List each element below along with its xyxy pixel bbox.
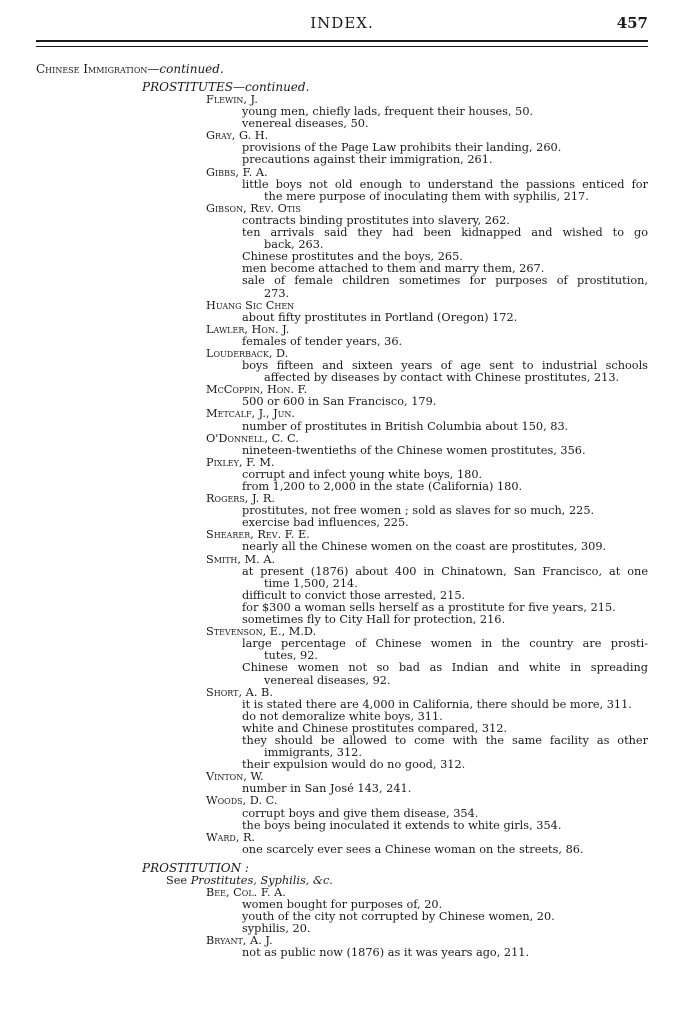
index-entry: men become attached to them and marry them, 267. xyxy=(242,263,545,276)
index-entry: at present (1876) about 400 in Chinatown, San Francisco, at one xyxy=(242,565,648,578)
index-entry: Chinese women not so bad as Indian and white in spreading xyxy=(242,662,648,675)
index-person-name: McCoppin, Hon. F. xyxy=(206,384,308,397)
index-person-name: Smith, M. A. xyxy=(206,553,276,566)
index-entry: it is stated there are 4,000 in California, there should be more, 311. xyxy=(242,698,632,711)
index-entry: corrupt boys and give them disease, 354. xyxy=(242,807,479,820)
index-entry: ten arrivals said they had been kidnapped and wished to go xyxy=(242,227,648,240)
index-entry-continuation: tutes, 92. xyxy=(264,650,318,663)
index-entry: for $300 a woman sells herself as a prostitute for five years, 215. xyxy=(242,601,616,614)
index-person-name: Louderback, D. xyxy=(206,347,289,360)
index-person-name: Lawler, Hon. J. xyxy=(206,323,290,336)
index-person-name: Rogers, J. R. xyxy=(206,493,275,506)
header-rule-thick xyxy=(36,40,648,42)
see-also-reference xyxy=(166,875,648,887)
index-entry: venereal diseases, 50. xyxy=(242,118,369,131)
index-entry: precautions against their immigration, 261. xyxy=(242,154,493,167)
running-title: INDEX. xyxy=(310,14,374,32)
index-person-name: Bee, Col. F. A. xyxy=(206,887,286,899)
index-person-name: Gibson, Rev. Otis xyxy=(206,202,301,215)
index-entry: youth of the city not corrupted by Chinese women, 20. xyxy=(242,911,555,924)
see-also-targets: Prostitutes, Syphilis, &c. xyxy=(190,874,333,887)
index-entry: white and Chinese prostitutes compared, 312. xyxy=(242,722,508,735)
subsection-name: PROSTITUTES xyxy=(142,81,234,94)
index-person-name: Short, A. B. xyxy=(206,686,273,699)
index-entry: women bought for purposes of, 20. xyxy=(242,899,443,912)
index-entry: sometimes fly to City Hall for protection, 216. xyxy=(242,614,506,627)
index-person-name: Flewin, J. xyxy=(206,94,258,106)
index-entry: number of prostitutes in British Columbia about 150, 83. xyxy=(242,420,569,433)
index-entry: they should be allowed to come with the same facility as other xyxy=(242,734,648,747)
index-person-name: Stevenson, E., M.D. xyxy=(206,626,317,639)
index-entry: their expulsion would do no good, 312. xyxy=(242,759,466,772)
prostitutes-entries xyxy=(36,94,648,856)
index-entry: females of tender years, 36. xyxy=(242,335,403,348)
index-entry-continuation: time 1,500, 214. xyxy=(264,577,358,590)
subsection-continued: —continued. xyxy=(233,81,310,94)
index-entry: Chinese prostitutes and the boys, 265. xyxy=(242,251,463,264)
page-number: 457 xyxy=(616,14,648,32)
index-entry-continuation: back, 263. xyxy=(264,239,324,252)
section-heading xyxy=(36,63,648,76)
page-header xyxy=(0,14,684,34)
index-person-name: Pixley, F. M. xyxy=(206,456,275,469)
index-entry: provisions of the Page Law prohibits their landing, 260. xyxy=(242,142,562,155)
index-entry: about fifty prostitutes in Portland (Oregon) 172. xyxy=(242,311,518,324)
index-person-name: Metcalf, J., Jun. xyxy=(206,408,295,421)
index-entry: nearly all the Chinese women on the coast are prostitutes, 309. xyxy=(242,541,607,554)
see-prefix: See xyxy=(166,874,191,887)
index-entry-continuation: affected by diseases by contact with Chinese prostitutes, 213. xyxy=(264,372,620,385)
index-person-name: Vinton, W. xyxy=(206,771,264,784)
index-entry: not as public now (1876) as it was years ago, 211. xyxy=(242,947,530,960)
index-body xyxy=(36,63,648,960)
index-entry: boys fifteen and sixteen years of age sent to industrial schools xyxy=(242,360,648,373)
index-person-name: Woods, D. C. xyxy=(206,795,278,808)
index-entry: one scarcely ever sees a Chinese woman on the streets, 86. xyxy=(242,843,584,856)
index-person-name: Ward, R. xyxy=(206,831,256,844)
index-entry: corrupt and infect young white boys, 180. xyxy=(242,468,483,481)
index-entry: syphilis, 20. xyxy=(242,923,311,936)
subsection-heading-prostitution: PROSTITUTION : xyxy=(142,861,249,875)
index-entry-continuation: venereal diseases, 92. xyxy=(264,674,391,687)
index-person-name: Gray, G. H. xyxy=(206,130,269,143)
header-rule-thin xyxy=(36,46,648,47)
index-entry: do not demoralize white boys, 311. xyxy=(242,710,443,723)
index-entry-continuation: 273. xyxy=(264,287,290,300)
index-entry: from 1,200 to 2,000 in the state (California) 180. xyxy=(242,481,523,493)
subsection-heading-prostitutes xyxy=(142,81,648,94)
index-entry: exercise bad influences, 225. xyxy=(242,517,409,530)
index-entry: contracts binding prostitutes into slavery, 262. xyxy=(242,214,510,227)
index-entry: young men, chiefly lads, frequent their houses, 50. xyxy=(242,106,534,119)
prostitution-entries xyxy=(36,887,648,960)
index-person-name: Shearer, Rev. F. E. xyxy=(206,529,310,542)
index-person-name: Gibbs, F. A. xyxy=(206,166,268,179)
index-entry: nineteen-twentieths of the Chinese women prostitutes, 356. xyxy=(242,444,586,457)
index-entry-continuation: immigrants, 312. xyxy=(264,747,362,760)
index-entry: difficult to convict those arrested, 215. xyxy=(242,589,466,602)
index-entry: 500 or 600 in San Francisco, 179. xyxy=(242,396,437,409)
index-entry: the boys being inoculated it extends to white girls, 354. xyxy=(242,819,562,832)
index-person-name: Bryant, A. J. xyxy=(206,935,273,948)
index-entry: prostitutes, not free women ; sold as slaves for so much, 225. xyxy=(242,505,595,518)
index-entry: little boys not old enough to understand the passions enticed for xyxy=(242,178,648,191)
section-name: Chinese Immigration xyxy=(36,63,148,76)
index-entry: sale of female children sometimes for purposes of prostitution, xyxy=(242,275,648,288)
index-entry: large percentage of Chinese women in the country are prosti- xyxy=(242,638,648,651)
section-continued: —continued. xyxy=(147,63,224,76)
index-person-name: O'Donnell, C. C. xyxy=(206,432,299,445)
index-person-name: Huang Sic Chen xyxy=(206,299,295,312)
index-entry: number in San José 143, 241. xyxy=(242,783,412,796)
index-entry-continuation: the mere purpose of inoculating them with syphilis, 217. xyxy=(264,190,589,203)
